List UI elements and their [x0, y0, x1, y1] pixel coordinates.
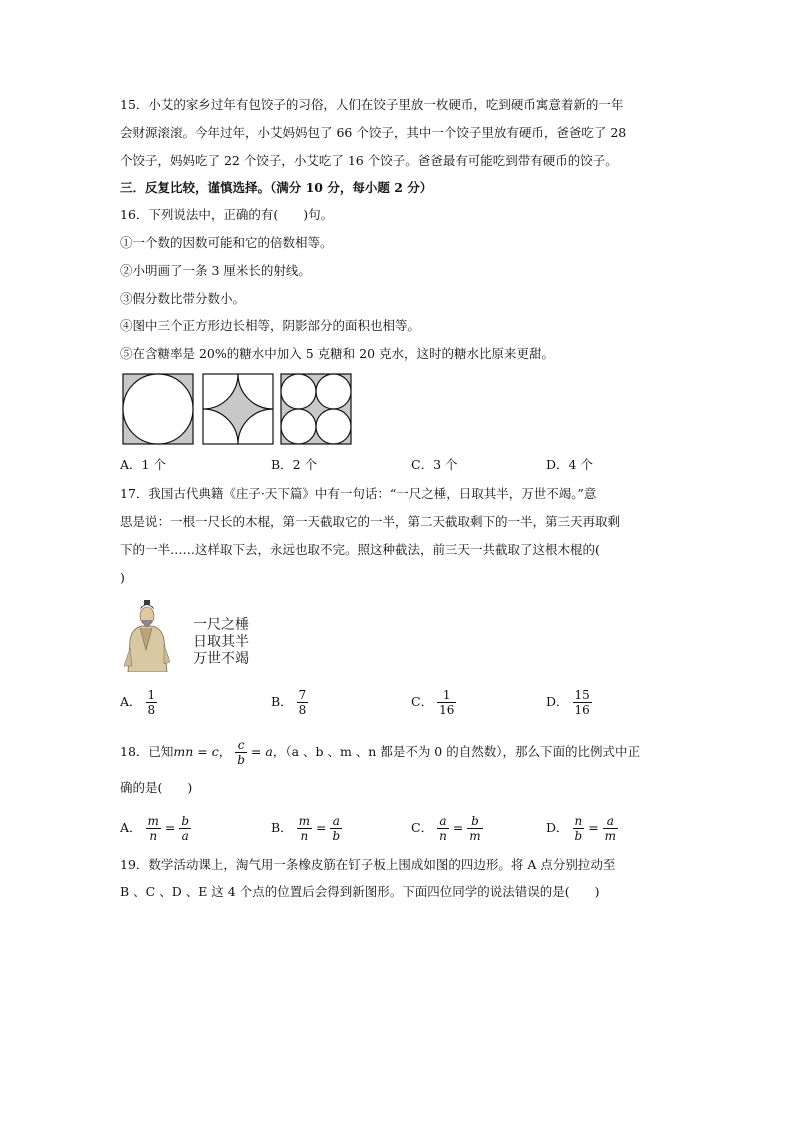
q16-statement-2: ②小明画了一条 3 厘米长的射线。: [120, 263, 311, 278]
fraction: $\frac{1}{16}$: [439, 688, 455, 717]
q17-line-3: 下的一半……这样取下去，永远也取不完。照这种截法，前三天一共截取了这根木棍的(: [120, 542, 600, 557]
q18-stem: 18．已知mn = c， $\frac{c}{b}$ = a，（a 、b 、m 、n 都是不为 0 的自然数），那么下面的比例式中正: [120, 738, 640, 767]
q18-option-a[interactable]: A． $\frac{m}{n}$ = $\frac{b}{a}$: [120, 814, 190, 843]
square-with-quarter-circles: [203, 374, 273, 444]
option-letter: D．: [546, 694, 569, 709]
option-letter: C．: [411, 694, 434, 709]
option-letter: B．: [271, 694, 293, 709]
q16-option-b[interactable]: B．2 个: [271, 457, 318, 472]
q17-line-4: ): [120, 570, 125, 585]
fraction: $\frac{c}{b}$: [237, 738, 245, 767]
q17-line-1: 17．我国古代典籍《庄子·天下篇》中有一句话：“一尺之棰，日取其半，万世不竭。”意: [120, 486, 597, 501]
q18-line-2: 确的是( ): [120, 780, 193, 795]
square-with-four-circles: [281, 374, 351, 444]
q17-option-b[interactable]: [271, 688, 308, 717]
option-letter: A．: [120, 694, 142, 709]
poem-line-3: 万世不竭: [193, 651, 249, 667]
q16-statement-3: ③假分数比带分数小。: [120, 291, 246, 306]
q16-option-a[interactable]: A．1 个: [120, 457, 166, 472]
poem-line-1: 一尺之棰: [193, 617, 249, 633]
q15-line-2: 会财源滚滚。今年过年，小艾妈妈包了 66 个饺子，其中一个饺子里放有硬币，爸爸吃了 28: [120, 125, 627, 140]
q18-option-d[interactable]: D． $\frac{n}{b}$ = $\frac{a}{m}$: [546, 814, 617, 843]
q17-option-c[interactable]: [411, 688, 456, 717]
q15-line-3: 个饺子，妈妈吃了 22 个饺子，小艾吃了 16 个饺子。爸爸最有可能吃到带有硬币的饺子。: [120, 153, 618, 168]
poem-line-2: 日取其半: [193, 634, 249, 650]
zhuangzi-portrait: [120, 600, 172, 672]
fraction: $\frac{1}{8}$: [147, 688, 156, 717]
q18-option-c[interactable]: C． $\frac{a}{n}$ = $\frac{b}{m}$: [411, 814, 481, 843]
fraction: $\frac{7}{8}$: [298, 688, 307, 717]
q18-option-b[interactable]: B． $\frac{m}{n}$ = $\frac{a}{b}$: [271, 814, 341, 843]
q15-line-1: 15．小艾的家乡过年有包饺子的习俗，人们在饺子里放一枚硬币，吃到硬币寓意着新的一年: [120, 97, 624, 112]
q19-line-1: 19．数学活动课上，淘气用一条橡皮筋在钉子板上围成如图的四边形。将 A 点分别拉动至: [120, 857, 616, 872]
q16-statement-4: ④图中三个正方形边长相等，阴影部分的面积也相等。: [120, 318, 421, 333]
q16-statement-1: ①一个数的因数可能和它的倍数相等。: [120, 235, 333, 250]
square-with-inscribed-circle: [123, 374, 193, 444]
section-3-heading: 三．反复比较，谨慎选择。（满分 10 分，每小题 2 分）: [120, 180, 433, 195]
q17-option-d[interactable]: [546, 688, 592, 717]
q16-squares-figure: [122, 373, 352, 445]
q16-statement-5: ⑤在含糖率是 20%的糖水中加入 5 克糖和 20 克水，这时的糖水比原来更甜。: [120, 346, 555, 361]
q17-option-a[interactable]: [120, 688, 157, 717]
fraction: $\frac{15}{16}$: [574, 688, 590, 717]
q17-line-2: 思是说：一根一尺长的木棍，第一天截取它的一半，第二天截取剩下的一半，第三天再取剩: [120, 514, 621, 529]
q16-stem: 16．下列说法中，正确的有( )句。: [120, 207, 334, 222]
q19-line-2: B 、C 、D 、E 这 4 个点的位置后会得到新图形。下面四位同学的说法错误的是( ): [120, 884, 600, 899]
q16-option-c[interactable]: C．3 个: [411, 457, 458, 472]
q16-option-d[interactable]: D．4 个: [546, 457, 593, 472]
